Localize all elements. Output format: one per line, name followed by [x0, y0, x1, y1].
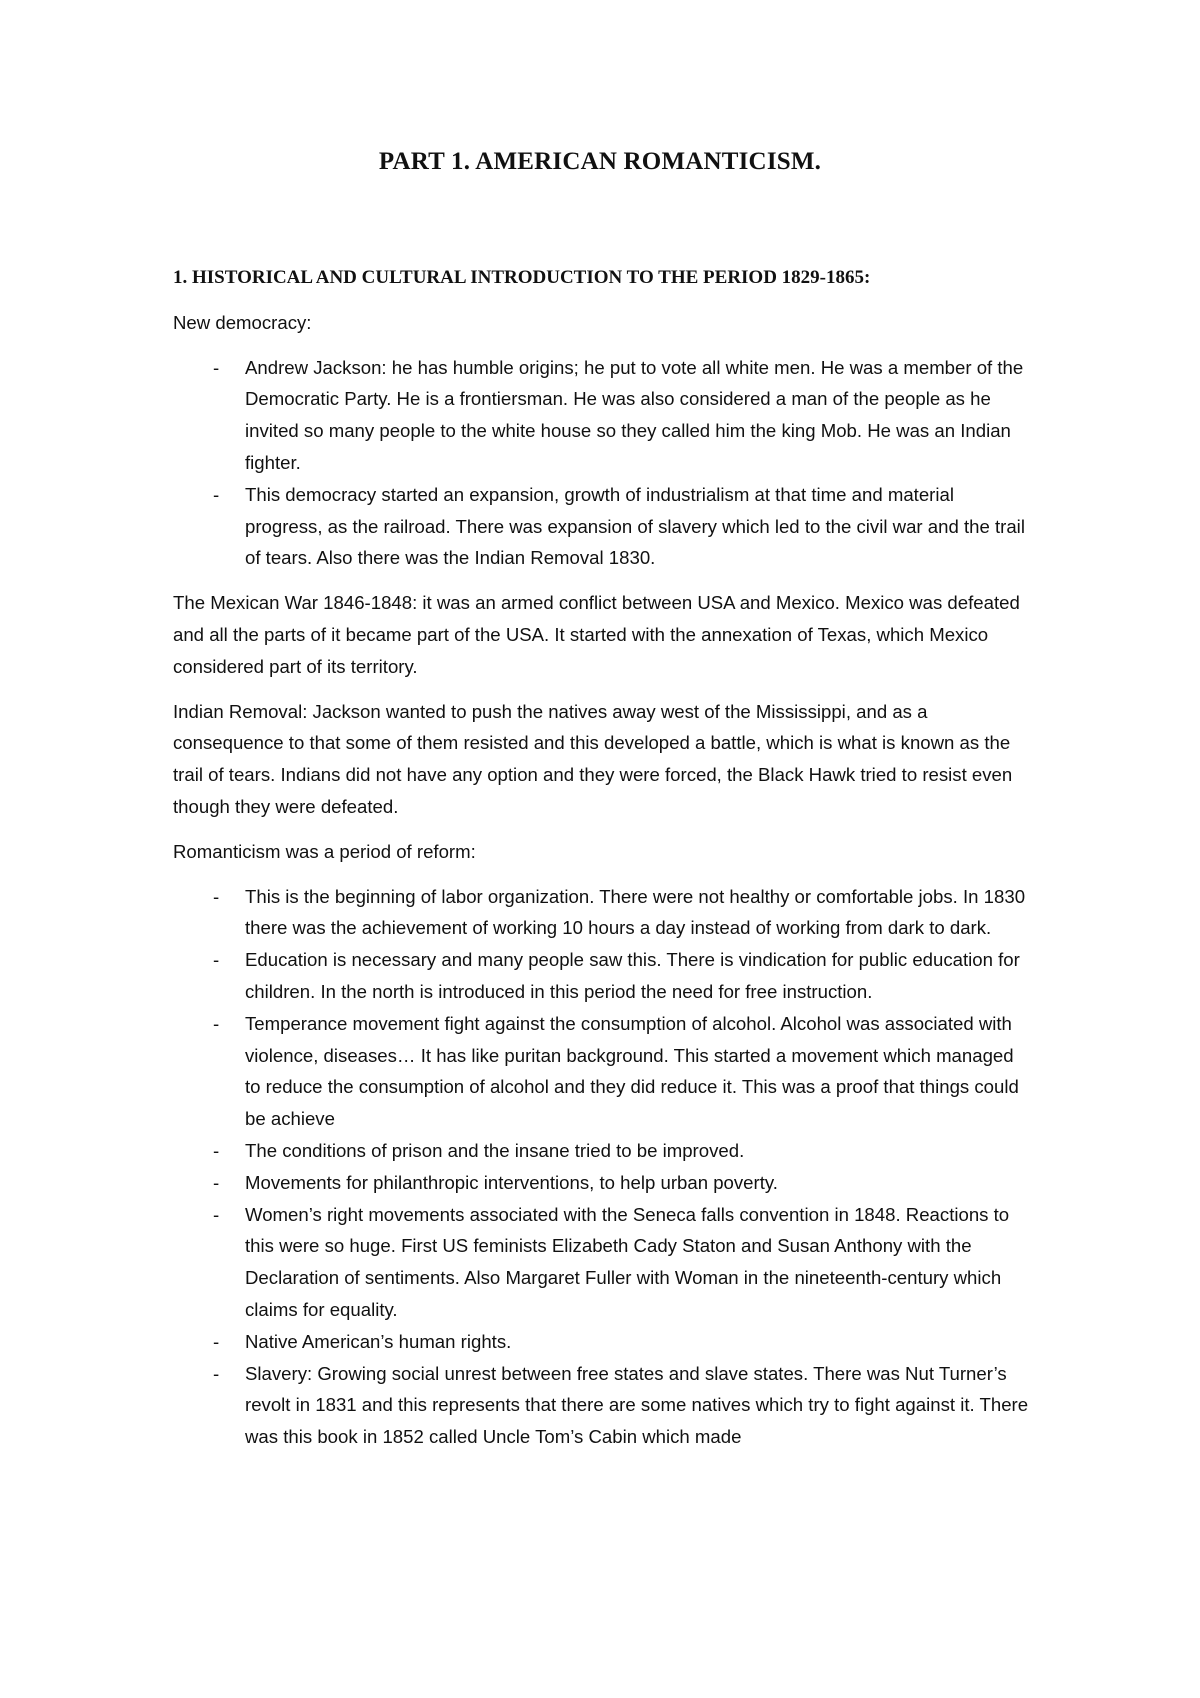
list-item — [173, 1326, 1033, 1358]
list-marker: - — [213, 1362, 220, 1384]
list-item-text: Temperance movement fight against the consumption of alcohol. Alcohol was associated with violence, diseases… It has like puritan background. This started a movement which managed to reduce the consumption of alcohol and they did reduce it. This was a proof that things could be achieve — [245, 1012, 1019, 1130]
list-item-text: Native American’s human rights. — [245, 1330, 512, 1352]
list-item-text: This is the beginning of labor organization. There were not healthy or comfortable jobs. In 1830 there was the achievement of working 10 hours a day instead of working from dark to dark. — [245, 885, 1026, 939]
list-item — [173, 352, 1033, 479]
list-item-text: The conditions of prison and the insane tried to be improved. — [245, 1139, 745, 1161]
reform-list — [173, 881, 1033, 1453]
list-marker: - — [213, 885, 220, 907]
democracy-list — [173, 352, 1033, 575]
list-marker: - — [213, 1330, 220, 1352]
list-item-text: Movements for philanthropic interventions, to help urban poverty. — [245, 1171, 778, 1193]
list-item — [173, 881, 1033, 945]
new-democracy-label: New democracy: — [173, 311, 312, 333]
mexican-war-paragraph: The Mexican War 1846-1848: it was an armed conflict between USA and Mexico. Mexico was defeated and all the parts of it became part of the USA. It started with the annexation of Texas, which Mexico considered part of its territory. — [173, 592, 1020, 677]
list-item — [173, 944, 1033, 1008]
list-item-text: Women’s right movements associated with the Seneca falls convention in 1848. Reactions to this were so huge. First US feminists Elizabeth Cady Staton and Susan Anthony with the Declaration of sentiments. Also Margaret Fuller with Woman in the nineteenth-century which claims for equality. — [245, 1203, 1010, 1320]
reform-label: Romanticism was a period of reform: — [173, 840, 476, 862]
list-item — [173, 1167, 1033, 1199]
list-marker: - — [213, 1203, 220, 1225]
list-item — [173, 1135, 1033, 1167]
list-marker: - — [213, 1139, 220, 1161]
list-item — [173, 479, 1033, 574]
list-item — [173, 1199, 1033, 1326]
list-marker: - — [213, 949, 220, 971]
document-title: PART 1. AMERICAN ROMANTICISM. — [378, 148, 822, 175]
indian-removal-paragraph: Indian Removal: Jackson wanted to push the natives away west of the Mississippi, and as a consequence to that some of them resisted and this developed a battle, which is what is known as the trail of tears. Indians did not have any option and they were forced, the Black Hawk tried to resist even though they were defeated. — [173, 700, 1013, 817]
list-marker: - — [213, 483, 220, 505]
list-marker: - — [213, 356, 220, 378]
list-marker: - — [213, 1012, 220, 1034]
list-item-text: Slavery: Growing social unrest between free states and slave states. There was Nut Turner’s revolt in 1831 and this represents that there are some natives which try to fight against it. There was this book in 1852 called Uncle Tom’s Cabin which made — [245, 1362, 1029, 1448]
list-item — [173, 1358, 1033, 1453]
list-item-text: Andrew Jackson: he has humble origins; he put to vote all white men. He was a member of the Democratic Party. He is a frontiersman. He was also considered a man of the people as he invited so many people to the white house so they called him the king Mob. He was an Indian fighter. — [245, 356, 1024, 473]
document-body — [173, 262, 1033, 1466]
section-heading: 1. HISTORICAL AND CULTURAL INTRODUCTION TO THE PERIOD 1829-1865: — [173, 267, 871, 288]
list-item-text: Education is necessary and many people saw this. There is vindication for public education for children. In the north is introduced in this period the need for free instruction. — [245, 949, 1020, 1002]
list-marker: - — [213, 1171, 220, 1193]
list-item — [173, 1008, 1033, 1135]
list-item-text: This democracy started an expansion, growth of industrialism at that time and material progress, as the railroad. There was expansion of slavery which led to the civil war and the trail of tears. Also there was the Indian Removal 1830. — [245, 483, 1025, 569]
